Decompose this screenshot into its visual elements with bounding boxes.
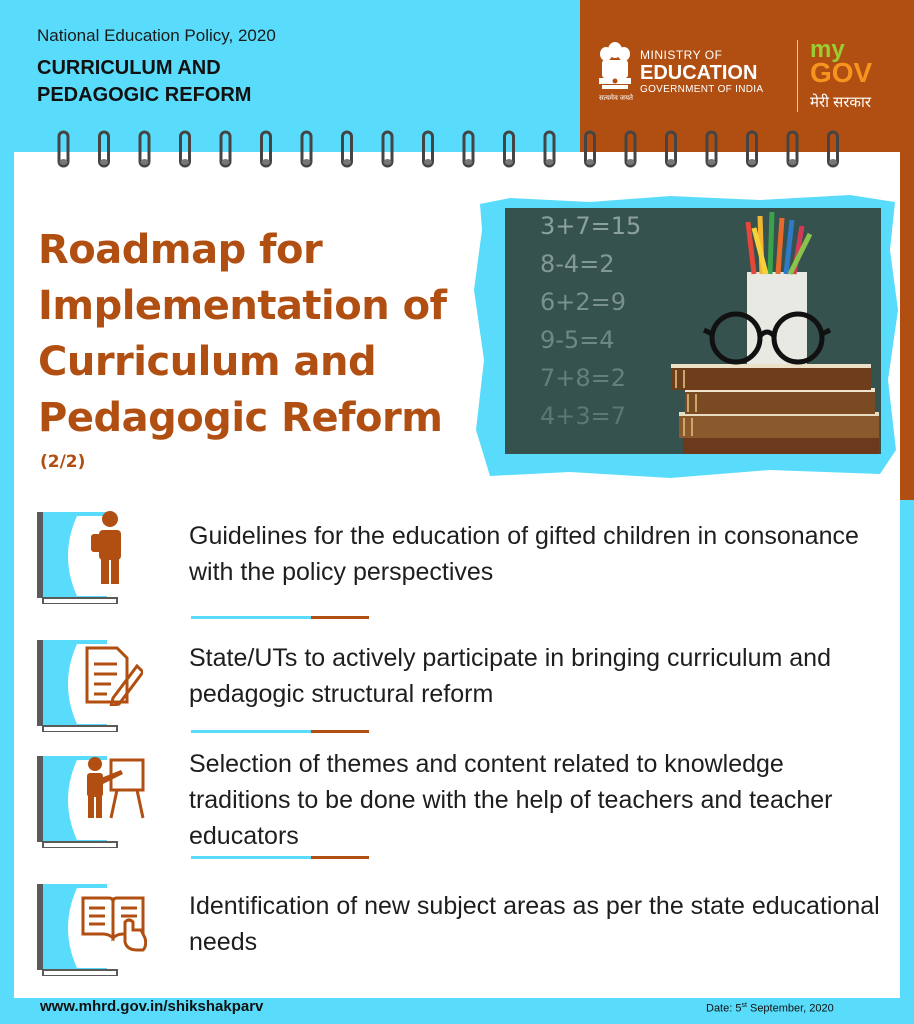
emblem-caption: सत्यमेव जयते <box>598 95 634 102</box>
ministry-logo <box>640 48 763 95</box>
ministry-line2: EDUCATION <box>640 62 758 84</box>
page-header-title: CURRICULUM AND PEDAGOGIC REFORM <box>37 57 252 106</box>
binding-ring <box>545 132 554 166</box>
document-edit-icon <box>83 644 143 706</box>
item-text: Identification of new subject areas as per the state educational needs <box>189 892 880 956</box>
item-text: State/UTs to actively participate in bringing curriculum and pedagogic structural reform <box>189 644 831 708</box>
binding-ring <box>383 132 392 166</box>
binding-ring <box>586 132 595 166</box>
mygov-gov: GOV <box>810 57 873 88</box>
mygov-my: my <box>810 36 845 63</box>
chalk-equation: 4+3=7 <box>540 402 627 430</box>
binding-ring <box>140 132 149 166</box>
ministry-line1: MINISTRY OF <box>640 48 723 62</box>
chalk-equation: 3+7=15 <box>540 212 642 240</box>
footer-url[interactable]: www.mhrd.gov.in/shikshakparv <box>40 998 264 1015</box>
logo-divider <box>797 40 798 112</box>
item-divider <box>191 856 369 859</box>
spiral-binding <box>55 128 845 174</box>
binding-ring <box>59 132 68 166</box>
binding-ring <box>707 132 716 166</box>
binding-ring <box>343 132 352 166</box>
binding-ring <box>100 132 109 166</box>
main-title: Roadmap for Implementation of Curriculum and Pedagogic Reform <box>38 227 447 441</box>
book-hand-icon <box>79 892 147 952</box>
binding-ring <box>464 132 473 166</box>
binding-ring <box>221 132 230 166</box>
binding-ring <box>302 132 311 166</box>
binding-ring <box>667 132 676 166</box>
footer-date: Date: 5st September, 2020 <box>706 1002 834 1015</box>
item-divider <box>191 616 369 619</box>
item-text: Selection of themes and content related to knowledge traditions to be done with the help of teachers and teacher educators <box>189 750 833 850</box>
binding-ring <box>262 132 271 166</box>
student-icon <box>87 510 133 586</box>
part-label: (2/2) <box>40 452 86 472</box>
mygov-hindi: मेरी सरकार <box>810 94 871 111</box>
binding-ring <box>505 132 514 166</box>
chalkboard-photo <box>470 190 900 480</box>
policy-subtitle: National Education Policy, 2020 <box>37 26 276 45</box>
binding-ring <box>626 132 635 166</box>
teacher-board-icon <box>83 756 145 820</box>
ministry-line3: GOVERNMENT OF INDIA <box>640 84 764 95</box>
binding-ring <box>788 132 797 166</box>
chalk-equation: 9-5=4 <box>540 326 615 354</box>
binding-ring <box>829 132 838 166</box>
chalk-equation: 7+8=2 <box>540 364 627 392</box>
binding-ring <box>181 132 190 166</box>
item-text: Guidelines for the education of gifted children in consonance with the policy perspectives <box>189 522 859 586</box>
chalk-equation: 8-4=2 <box>540 250 615 278</box>
item-divider <box>191 730 369 733</box>
binding-ring <box>424 132 433 166</box>
binding-ring <box>748 132 757 166</box>
mygov-logo <box>810 38 900 112</box>
chalk-equation: 6+2=9 <box>540 288 627 316</box>
